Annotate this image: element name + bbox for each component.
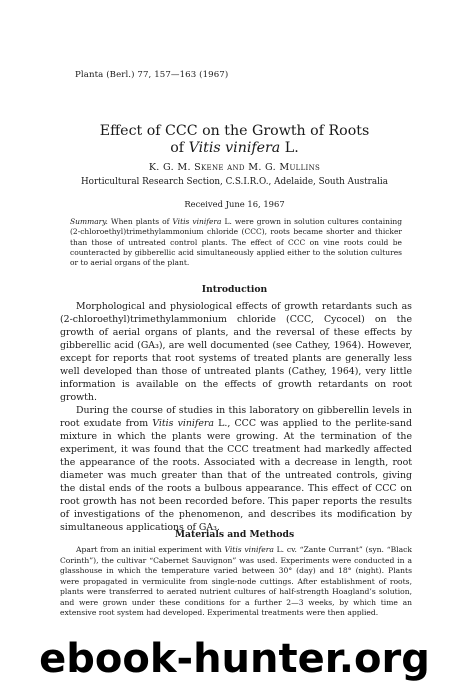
journal-reference: Planta (Berl.) 77, 157—163 (1967) (75, 70, 229, 80)
introduction-heading: Introduction (201, 284, 268, 295)
authors: K. G. M. Skene and M. G. Mullins (148, 162, 321, 173)
methods-species: Vitis vinifera (224, 545, 274, 554)
methods-heading: Materials and Methods (174, 529, 295, 540)
intro-paragraph-2 (60, 404, 412, 534)
intro-paragraph-1: Morphological and physiological effects of growth retardants such as (2-chloroethyl)trimethylammonium chloride (CCC, Cycocel) on the growth of aerial organs of plants, and the reversal of these effects by gibberellic acid (GA₃), are well documented (see Cathey, 1964). However, except for reports that root systems of treated plants are generally less well developed than those of untreated plants (Cathey, 1964), very little information is available on the effects of growth retardants on root growth. (60, 301, 412, 403)
summary-label: Summary. (70, 217, 108, 226)
intro-p2-text-a: During the course of studies in this laboratory on gibberellin levels in root exudate from (60, 405, 412, 429)
summary-text-b: L. were grown in solution cultures containing (2-chloroethyl)trimethylammonium chloride (CCC), roots became shorter and thicker than those of untreated control plants. The effect of CCC on vine roots could be counteracted by gibberellic acid simultaneously applied either to the solution cultures or to aerial organs of the plant. (70, 217, 402, 268)
methods-paragraph (60, 545, 412, 619)
intro-p2-text-b: L., CCC was applied to the perlite-sand mixture in which the plants were growing. At the termination of the experiment, it was found that the CCC treatment had markedly affected the appearance of the roots. Associated with a decrease in length, root diameter was much greater than that of the untreated controls, giving the distal ends of the roots a bulbous appearance. This effect of CCC on root growth has not been recorded before. This paper reports the results of investigations of the phenomenon, and describes its modification by simultaneous applications of GA₃. (60, 418, 412, 533)
watermark: ebook-hunter.org (39, 636, 430, 682)
title-prefix: of (170, 140, 189, 156)
introduction-body (60, 300, 412, 534)
methods-text-b: L. cv. “Zante Currant” (syn. “Black Corinth”), the cultivar “Cabernet Sauvignon” was used. Experiments were conducted in a glasshouse in which the temperature varied between 30° (day) and 18° (night). Plants were propagated in vermiculite from single-node cuttings. After establishment of roots, plants were transferred to aerated nutrient cultures of half-strength Hoagland’s solution, and were grown under these conditions for a further 2—3 weeks, by which time an extensive root system had developed. Experimental treatments were then applied. (60, 545, 412, 617)
title-species: Vitis vinifera (188, 140, 281, 156)
article-title-line2 (0, 140, 469, 157)
summary-paragraph (70, 217, 402, 268)
received-date: Received June 16, 1967 (184, 199, 285, 209)
summary-species: Vitis vinifera (172, 217, 222, 226)
affiliation: Horticultural Research Section, C.S.I.R.O., Adelaide, South Australia (80, 177, 388, 187)
article-title-line1: Effect of CCC on the Growth of Roots (99, 123, 370, 139)
methods-text-a: Apart from an initial experiment with (76, 545, 225, 554)
title-suffix: L. (280, 140, 299, 156)
intro-p2-species: Vitis vinifera (152, 418, 214, 429)
summary-text-a: When plants of (107, 217, 173, 226)
